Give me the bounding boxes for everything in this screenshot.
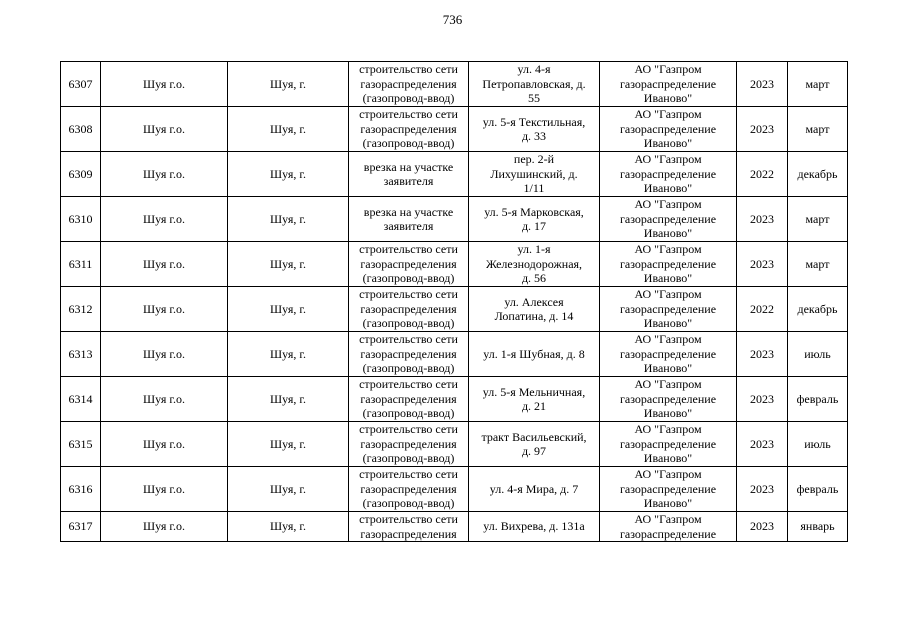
organization-cell-text: АО "Газпром газораспределение Иваново" <box>619 242 717 286</box>
work-type-cell <box>349 287 469 332</box>
table-row <box>61 287 848 332</box>
month-cell-text: март <box>805 256 830 271</box>
locality-cell <box>228 287 349 332</box>
district-cell-text: Шуя г.о. <box>143 519 185 534</box>
work-type-cell-text: строительство сети газораспределения (газопровод-ввод) <box>359 287 458 331</box>
year-cell-text: 2023 <box>750 256 774 271</box>
year-cell <box>737 152 788 197</box>
district-cell <box>101 512 228 542</box>
month-cell <box>788 242 848 287</box>
year-cell-text: 2023 <box>750 76 774 91</box>
month-cell-text: март <box>805 76 830 91</box>
year-cell <box>737 467 788 512</box>
organization-cell <box>600 512 737 542</box>
address-cell <box>469 422 600 467</box>
month-cell <box>788 332 848 377</box>
address-cell <box>469 512 600 542</box>
row-number-text: 6311 <box>68 256 93 271</box>
row-number <box>61 377 101 422</box>
year-cell-text: 2022 <box>750 301 774 316</box>
row-number <box>61 242 101 287</box>
address-cell <box>469 287 600 332</box>
organization-cell-text: АО "Газпром газораспределение Иваново" <box>619 197 717 241</box>
work-type-cell <box>349 62 469 107</box>
district-cell-text: Шуя г.о. <box>143 76 185 91</box>
year-cell-text: 2023 <box>750 211 774 226</box>
organization-cell <box>600 422 737 467</box>
year-cell-text: 2023 <box>750 519 774 534</box>
work-type-cell-text: строительство сети газораспределения <box>359 512 458 541</box>
locality-cell-text: Шуя, г. <box>270 301 306 316</box>
locality-cell-text: Шуя, г. <box>270 211 306 226</box>
row-number-text: 6313 <box>68 346 93 361</box>
month-cell-text: март <box>805 211 830 226</box>
address-cell-text: ул. 4-я Мира, д. 7 <box>489 481 579 496</box>
work-type-cell-text: строительство сети газораспределения (газопровод-ввод) <box>359 107 458 151</box>
work-type-cell <box>349 152 469 197</box>
work-type-cell <box>349 467 469 512</box>
address-cell-text: ул. Вихрева, д. 131а <box>483 519 585 534</box>
year-cell-text: 2023 <box>750 481 774 496</box>
organization-cell-text: АО "Газпром газораспределение Иваново" <box>619 152 717 196</box>
work-type-cell <box>349 242 469 287</box>
row-number-text: 6307 <box>68 76 93 91</box>
work-type-cell <box>349 197 469 242</box>
locality-cell-text: Шуя, г. <box>270 256 306 271</box>
row-number-text: 6316 <box>68 481 93 496</box>
organization-cell-text: АО "Газпром газораспределение <box>619 512 717 541</box>
table-row <box>61 242 848 287</box>
district-cell <box>101 377 228 422</box>
row-number <box>61 287 101 332</box>
address-cell-text: ул. 1-я Железнодорожная, д. 56 <box>485 242 583 286</box>
row-number <box>61 152 101 197</box>
organization-cell-text: АО "Газпром газораспределение Иваново" <box>619 62 717 106</box>
locality-cell <box>228 152 349 197</box>
year-cell-text: 2022 <box>750 166 774 181</box>
row-number-text: 6309 <box>68 166 93 181</box>
district-cell <box>101 467 228 512</box>
organization-cell <box>600 152 737 197</box>
month-cell-text: февраль <box>796 481 839 496</box>
address-cell-text: ул. 4-я Петропавловская, д. 55 <box>482 62 586 106</box>
year-cell <box>737 377 788 422</box>
organization-cell <box>600 377 737 422</box>
year-cell-text: 2023 <box>750 436 774 451</box>
month-cell <box>788 62 848 107</box>
table-row <box>61 197 848 242</box>
month-cell-text: март <box>805 121 830 136</box>
work-type-cell-text: строительство сети газораспределения (газопровод-ввод) <box>359 332 458 376</box>
month-cell <box>788 467 848 512</box>
address-cell-text: тракт Васильевский, д. 97 <box>481 429 587 458</box>
organization-cell <box>600 332 737 377</box>
organization-cell <box>600 62 737 107</box>
district-cell-text: Шуя г.о. <box>143 436 185 451</box>
row-number <box>61 422 101 467</box>
address-cell <box>469 377 600 422</box>
month-cell-text: декабрь <box>797 166 838 181</box>
address-cell-text: ул. Алексея Лопатина, д. 14 <box>494 294 574 323</box>
locality-cell-text: Шуя, г. <box>270 76 306 91</box>
address-cell-text: ул. 5-я Текстильная, д. 33 <box>482 114 586 143</box>
month-cell <box>788 422 848 467</box>
address-cell-text: ул. 5-я Мельничная, д. 21 <box>482 384 586 413</box>
year-cell <box>737 197 788 242</box>
organization-cell-text: АО "Газпром газораспределение Иваново" <box>619 332 717 376</box>
row-number-text: 6317 <box>68 519 93 534</box>
organization-cell-text: АО "Газпром газораспределение Иваново" <box>619 107 717 151</box>
year-cell <box>737 512 788 542</box>
address-cell <box>469 242 600 287</box>
year-cell-text: 2023 <box>750 391 774 406</box>
organization-cell <box>600 197 737 242</box>
row-number-text: 6312 <box>68 301 93 316</box>
work-type-cell <box>349 422 469 467</box>
table-row <box>61 62 848 107</box>
organization-cell <box>600 107 737 152</box>
locality-cell-text: Шуя, г. <box>270 436 306 451</box>
month-cell-text: июль <box>804 436 831 451</box>
table-row <box>61 107 848 152</box>
organization-cell-text: АО "Газпром газораспределение Иваново" <box>619 287 717 331</box>
year-cell <box>737 332 788 377</box>
organization-cell-text: АО "Газпром газораспределение Иваново" <box>619 422 717 466</box>
organization-cell-text: АО "Газпром газораспределение Иваново" <box>619 467 717 511</box>
organization-cell <box>600 467 737 512</box>
row-number <box>61 467 101 512</box>
district-cell-text: Шуя г.о. <box>143 481 185 496</box>
district-cell-text: Шуя г.о. <box>143 256 185 271</box>
year-cell <box>737 422 788 467</box>
locality-cell <box>228 242 349 287</box>
year-cell-text: 2023 <box>750 121 774 136</box>
work-type-cell-text: строительство сети газораспределения (газопровод-ввод) <box>359 467 458 511</box>
month-cell-text: декабрь <box>797 301 838 316</box>
address-cell-text: ул. 5-я Марковская, д. 17 <box>484 204 584 233</box>
gasification-schedule-table <box>60 61 848 542</box>
table-row <box>61 377 848 422</box>
locality-cell-text: Шуя, г. <box>270 391 306 406</box>
address-cell <box>469 332 600 377</box>
district-cell-text: Шуя г.о. <box>143 301 185 316</box>
address-cell <box>469 467 600 512</box>
locality-cell-text: Шуя, г. <box>270 166 306 181</box>
locality-cell-text: Шуя, г. <box>270 346 306 361</box>
month-cell <box>788 287 848 332</box>
locality-cell-text: Шуя, г. <box>270 519 306 534</box>
row-number <box>61 62 101 107</box>
table-row <box>61 332 848 377</box>
work-type-cell-text: врезка на участке заявителя <box>363 204 454 233</box>
work-type-cell-text: строительство сети газораспределения (газопровод-ввод) <box>359 377 458 421</box>
work-type-cell-text: врезка на участке заявителя <box>363 159 454 188</box>
district-cell <box>101 422 228 467</box>
work-type-cell-text: строительство сети газораспределения (газопровод-ввод) <box>359 242 458 286</box>
year-cell <box>737 242 788 287</box>
address-cell <box>469 107 600 152</box>
month-cell <box>788 107 848 152</box>
month-cell <box>788 197 848 242</box>
address-cell-text: пер. 2-й Лихушинский, д. 1/11 <box>490 152 578 196</box>
row-number <box>61 512 101 542</box>
district-cell <box>101 107 228 152</box>
row-number-text: 6310 <box>68 211 93 226</box>
locality-cell <box>228 107 349 152</box>
district-cell-text: Шуя г.о. <box>143 166 185 181</box>
table-row <box>61 152 848 197</box>
locality-cell <box>228 197 349 242</box>
row-number <box>61 332 101 377</box>
work-type-cell <box>349 377 469 422</box>
table-row <box>61 422 848 467</box>
locality-cell <box>228 332 349 377</box>
row-number <box>61 107 101 152</box>
district-cell <box>101 197 228 242</box>
address-cell-text: ул. 1-я Шубная, д. 8 <box>483 346 585 361</box>
work-type-cell <box>349 107 469 152</box>
month-cell <box>788 377 848 422</box>
month-cell-text: январь <box>800 519 835 534</box>
month-cell <box>788 512 848 542</box>
address-cell <box>469 62 600 107</box>
district-cell-text: Шуя г.о. <box>143 211 185 226</box>
year-cell <box>737 287 788 332</box>
address-cell <box>469 152 600 197</box>
district-cell-text: Шуя г.о. <box>143 121 185 136</box>
locality-cell <box>228 422 349 467</box>
organization-cell <box>600 242 737 287</box>
table-row <box>61 512 848 542</box>
table-row <box>61 467 848 512</box>
page-number: 736 <box>442 12 463 27</box>
month-cell-text: июль <box>804 346 831 361</box>
locality-cell <box>228 377 349 422</box>
row-number-text: 6308 <box>68 121 93 136</box>
district-cell-text: Шуя г.о. <box>143 346 185 361</box>
locality-cell <box>228 62 349 107</box>
row-number-text: 6314 <box>68 391 93 406</box>
district-cell <box>101 152 228 197</box>
month-cell-text: февраль <box>796 391 839 406</box>
year-cell-text: 2023 <box>750 346 774 361</box>
work-type-cell-text: строительство сети газораспределения (газопровод-ввод) <box>359 62 458 106</box>
work-type-cell <box>349 332 469 377</box>
year-cell <box>737 62 788 107</box>
row-number-text: 6315 <box>68 436 93 451</box>
work-type-cell <box>349 512 469 542</box>
locality-cell-text: Шуя, г. <box>270 481 306 496</box>
locality-cell <box>228 467 349 512</box>
locality-cell-text: Шуя, г. <box>270 121 306 136</box>
district-cell <box>101 287 228 332</box>
locality-cell <box>228 512 349 542</box>
work-type-cell-text: строительство сети газораспределения (газопровод-ввод) <box>359 422 458 466</box>
organization-cell <box>600 287 737 332</box>
district-cell <box>101 62 228 107</box>
row-number <box>61 197 101 242</box>
district-cell-text: Шуя г.о. <box>143 391 185 406</box>
district-cell <box>101 332 228 377</box>
month-cell <box>788 152 848 197</box>
organization-cell-text: АО "Газпром газораспределение Иваново" <box>619 377 717 421</box>
address-cell <box>469 197 600 242</box>
district-cell <box>101 242 228 287</box>
year-cell <box>737 107 788 152</box>
